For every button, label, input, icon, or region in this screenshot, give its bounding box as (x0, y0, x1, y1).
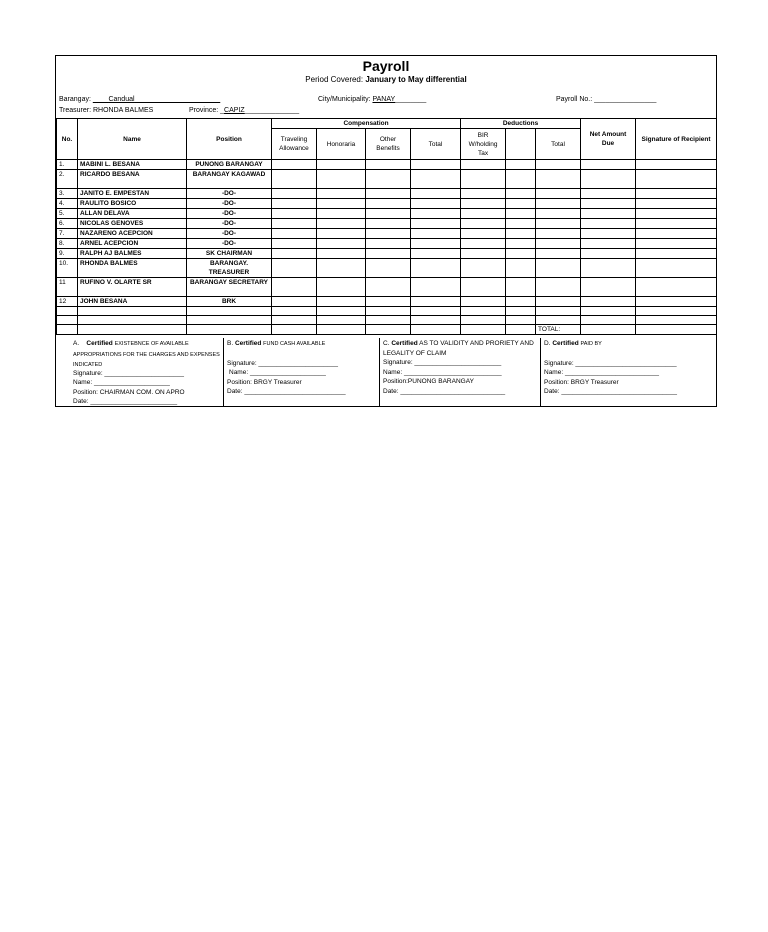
row-empty-cell (411, 307, 461, 316)
row-empty-cell (366, 278, 411, 297)
cert-c-position: Position:PUNONG BARANGAY (383, 378, 474, 385)
row-empty-cell (536, 278, 581, 297)
row-empty-cell (536, 249, 581, 259)
barangay-value: ____Candual______________________ (92, 96, 221, 103)
row-empty-cell (536, 209, 581, 219)
row-empty-cell (411, 239, 461, 249)
table-row (57, 249, 717, 259)
table-row (57, 259, 717, 278)
period-label: Period Covered: (305, 75, 364, 84)
row-empty-cell (317, 278, 366, 297)
row-position: -DO- (187, 209, 272, 219)
row-empty-cell (272, 325, 317, 335)
row-name: ARNEL ACEPCION (78, 239, 187, 249)
row-empty-cell (411, 209, 461, 219)
row-position: PUNONG BARANGAY (187, 160, 272, 170)
row-empty-cell (366, 219, 411, 229)
row-empty-cell (636, 199, 717, 209)
row-name: RICARDO BESANA (78, 170, 187, 189)
col-position: Position (187, 119, 272, 160)
row-empty-cell (636, 316, 717, 325)
row-position: SK CHAIRMAN (187, 249, 272, 259)
cert-a-date: Date: ________________________ (73, 398, 178, 405)
row-no: 1. (57, 160, 78, 170)
row-position: BARANGAY SECRETARY (187, 278, 272, 297)
row-empty-cell (366, 239, 411, 249)
cert-c: C. Certified AS TO VALIDITY AND PRORIETY AND LEGALITY OF CLAIM Signature: ________________________ Name: ___________________________ Position:PUNONG BARANGAY Date: _____________________________ (380, 338, 540, 407)
col-name: Name (78, 119, 187, 160)
row-name: NICOLAS GENOVES (78, 219, 187, 229)
row-empty-cell (506, 209, 536, 219)
row-empty-cell (57, 307, 78, 316)
row-position: BARANGAY KAGAWAD (187, 170, 272, 189)
row-position: -DO- (187, 189, 272, 199)
row-empty-cell (636, 297, 717, 307)
row-empty-cell (581, 160, 636, 170)
table-row (57, 189, 717, 199)
page-title: Payroll (362, 58, 410, 74)
row-empty-cell (536, 170, 581, 189)
row-empty-cell (636, 239, 717, 249)
table-row-blank (57, 307, 717, 316)
row-empty-cell (636, 170, 717, 189)
barangay-label: Barangay: (59, 96, 91, 103)
row-position: BARANGAY. TREASURER (187, 259, 272, 278)
cert-a: A. Certified EXISTEBNCE OF AVAILABLE APPROPRIATIONS FOR THE CHARGES AND EXPENSES INDICATED Signature: ______________________ Name: _____________________ Position: CHAIRMAN COM. ON APRO Date: ________________________ (58, 338, 223, 407)
row-empty-cell (272, 229, 317, 239)
row-empty-cell (506, 219, 536, 229)
row-empty-cell (317, 249, 366, 259)
table-row (57, 160, 717, 170)
row-empty-cell (272, 239, 317, 249)
row-empty-cell (506, 307, 536, 316)
row-empty-cell (272, 209, 317, 219)
row-empty-cell (461, 209, 506, 219)
row-empty-cell (506, 170, 536, 189)
row-empty-cell (636, 259, 717, 278)
row-empty-cell (536, 189, 581, 199)
row-no: 10. (57, 259, 78, 278)
row-empty-cell (366, 189, 411, 199)
row-position: -DO- (187, 229, 272, 239)
row-empty-cell (366, 209, 411, 219)
row-no: 12 (57, 297, 78, 307)
row-name: ALLAN DELAVA (78, 209, 187, 219)
row-empty-cell (366, 170, 411, 189)
row-empty-cell (636, 249, 717, 259)
row-empty-cell (506, 316, 536, 325)
row-empty-cell (461, 325, 506, 335)
row-empty-cell (187, 307, 272, 316)
treasurer-field (59, 107, 153, 114)
barangay-field (59, 96, 220, 103)
row-empty-cell (366, 160, 411, 170)
row-empty-cell (411, 199, 461, 209)
row-empty-cell (272, 297, 317, 307)
row-name: MABINI L. BESANA (78, 160, 187, 170)
row-empty-cell (317, 170, 366, 189)
row-empty-cell (636, 307, 717, 316)
row-empty-cell (581, 307, 636, 316)
row-no: 7. (57, 229, 78, 239)
row-position: -DO- (187, 219, 272, 229)
row-empty-cell (581, 316, 636, 325)
row-empty-cell (366, 316, 411, 325)
row-empty-cell (461, 239, 506, 249)
row-empty-cell (461, 259, 506, 278)
row-empty-cell (187, 325, 272, 335)
province-field (189, 107, 299, 114)
row-empty-cell (506, 297, 536, 307)
row-empty-cell (411, 170, 461, 189)
row-name: RUFINO V. OLARTE SR (78, 278, 187, 297)
period-covered (56, 75, 716, 84)
row-empty-cell (581, 199, 636, 209)
table-row (57, 170, 717, 189)
row-empty-cell (78, 307, 187, 316)
row-empty-cell (366, 249, 411, 259)
row-empty-cell (636, 209, 717, 219)
row-empty-cell (581, 219, 636, 229)
row-name: NAZARENO ACEPCION (78, 229, 187, 239)
row-empty-cell (536, 316, 581, 325)
row-empty-cell (317, 199, 366, 209)
period-value: January to May differential (365, 75, 467, 84)
payroll-table (56, 118, 717, 335)
row-empty-cell (581, 239, 636, 249)
row-empty-cell (461, 219, 506, 229)
row-empty-cell (187, 316, 272, 325)
row-no: 3. (57, 189, 78, 199)
row-empty-cell (581, 170, 636, 189)
row-name: RHONDA BALMES (78, 259, 187, 278)
row-empty-cell (272, 160, 317, 170)
row-no: 6. (57, 219, 78, 229)
row-empty-cell (57, 325, 78, 335)
total-label: TOTAL: (536, 325, 581, 335)
cert-c-name: Name: ___________________________ (383, 368, 502, 376)
row-empty-cell (506, 259, 536, 278)
row-empty-cell (272, 170, 317, 189)
row-empty-cell (536, 219, 581, 229)
row-empty-cell (536, 160, 581, 170)
cert-a-position: Position: CHAIRMAN COM. ON APRO (73, 388, 185, 396)
row-empty-cell (411, 229, 461, 239)
row-empty-cell (461, 249, 506, 259)
row-position: BRK (187, 297, 272, 307)
row-empty-cell (317, 160, 366, 170)
row-empty-cell (366, 229, 411, 239)
table-row (57, 297, 717, 307)
row-empty-cell (581, 189, 636, 199)
row-empty-cell (506, 278, 536, 297)
col-deductions: Deductions (461, 119, 581, 129)
cert-d: D. Certified PAID BY Signature: ____________________________ Name: __________________________ Position: BRGY Treasurer Date: ________________________________ (541, 338, 716, 407)
cert-d-position: Position: BRGY Treasurer (544, 378, 619, 386)
row-empty-cell (636, 189, 717, 199)
row-empty-cell (57, 316, 78, 325)
row-no: 11 (57, 278, 78, 297)
row-name: JANITO E. EMPESTAN (78, 189, 187, 199)
row-empty-cell (366, 307, 411, 316)
row-empty-cell (317, 219, 366, 229)
col-ded-blank (506, 129, 536, 160)
table-row-total (57, 325, 717, 335)
row-empty-cell (581, 325, 636, 335)
col-no: No. (57, 119, 78, 160)
cert-a-name: Name: _____________________ (73, 379, 170, 386)
row-empty-cell (506, 199, 536, 209)
row-empty-cell (581, 209, 636, 219)
city-value: PANAY________ (372, 96, 427, 103)
row-empty-cell (506, 189, 536, 199)
row-empty-cell (411, 297, 461, 307)
row-empty-cell (536, 259, 581, 278)
col-comp-total: Total (411, 129, 461, 160)
row-empty-cell (366, 325, 411, 335)
treasurer-value: RHONDA BALMES (92, 107, 154, 114)
row-no: 8. (57, 239, 78, 249)
table-row (57, 239, 717, 249)
row-empty-cell (317, 307, 366, 316)
row-empty-cell (636, 160, 717, 170)
city-field (318, 96, 426, 103)
row-empty-cell (581, 278, 636, 297)
province-value: _CAPIZ______________ (220, 107, 300, 114)
row-name: RALPH AJ BALMES (78, 249, 187, 259)
payroll-no-label: Payroll No.: (556, 96, 593, 103)
row-empty-cell (581, 259, 636, 278)
row-empty-cell (461, 189, 506, 199)
row-empty-cell (317, 259, 366, 278)
row-empty-cell (461, 297, 506, 307)
table-row (57, 278, 717, 297)
row-empty-cell (506, 239, 536, 249)
row-empty-cell (506, 325, 536, 335)
cert-a-signature: Signature: ______________________ (73, 369, 184, 377)
row-empty-cell (461, 278, 506, 297)
row-no: 4. (57, 199, 78, 209)
row-empty-cell (636, 278, 717, 297)
row-empty-cell (411, 259, 461, 278)
city-label: City/Municipality: (318, 96, 371, 103)
row-empty-cell (461, 307, 506, 316)
row-empty-cell (536, 239, 581, 249)
row-position: -DO- (187, 199, 272, 209)
col-signature: Signature of Recipient (636, 119, 717, 160)
cert-d-name: Name: __________________________ (544, 369, 659, 376)
row-empty-cell (272, 259, 317, 278)
cert-b-name: Name: _____________________ (229, 369, 326, 376)
cert-b-signature: Signature: ______________________ (227, 359, 338, 367)
row-empty-cell (411, 189, 461, 199)
row-empty-cell (506, 249, 536, 259)
row-empty-cell (272, 189, 317, 199)
row-empty-cell (317, 297, 366, 307)
table-row (57, 229, 717, 239)
row-empty-cell (411, 278, 461, 297)
row-empty-cell (461, 229, 506, 239)
row-empty-cell (272, 249, 317, 259)
row-empty-cell (272, 307, 317, 316)
province-label: Province: (189, 107, 219, 114)
row-empty-cell (272, 316, 317, 325)
row-empty-cell (536, 199, 581, 209)
col-ded-total: Total (536, 129, 581, 160)
cert-c-date: Date: _____________________________ (383, 387, 506, 395)
row-empty-cell (461, 170, 506, 189)
row-position: -DO- (187, 239, 272, 249)
row-empty-cell (272, 278, 317, 297)
row-empty-cell (411, 160, 461, 170)
row-empty-cell (581, 297, 636, 307)
row-empty-cell (536, 297, 581, 307)
row-empty-cell (272, 219, 317, 229)
cert-b: B. Certified FUND CASH AVAILABLE Signature: ______________________ Name: _____________________ Position: BRGY Treasurer Date: ____________________________ (224, 338, 379, 407)
row-empty-cell (78, 316, 187, 325)
cert-b-position: Position: BRGY Treasurer (227, 378, 302, 386)
row-empty-cell (317, 229, 366, 239)
row-empty-cell (506, 229, 536, 239)
row-empty-cell (317, 239, 366, 249)
row-empty-cell (317, 189, 366, 199)
col-net-amount: Net Amount Due (581, 119, 636, 160)
col-traveling: Traveling Allowance (272, 129, 317, 160)
row-empty-cell (536, 229, 581, 239)
row-empty-cell (411, 219, 461, 229)
row-empty-cell (366, 199, 411, 209)
row-empty-cell (411, 249, 461, 259)
treasurer-label: Treasurer: (59, 107, 92, 114)
row-empty-cell (461, 160, 506, 170)
row-empty-cell (317, 209, 366, 219)
cert-d-signature: Signature: ____________________________ (544, 359, 677, 367)
col-other-benefits: Other Benefits (366, 129, 411, 160)
cert-b-date: Date: ____________________________ (227, 388, 346, 395)
row-empty-cell (317, 325, 366, 335)
row-empty-cell (272, 199, 317, 209)
row-empty-cell (461, 316, 506, 325)
row-empty-cell (636, 325, 717, 335)
row-no: 9. (57, 249, 78, 259)
row-empty-cell (506, 160, 536, 170)
table-row-blank (57, 316, 717, 325)
row-empty-cell (636, 229, 717, 239)
payroll-sheet (55, 55, 717, 407)
row-empty-cell (411, 325, 461, 335)
col-compensation: Compensation (272, 119, 461, 129)
table-row (57, 219, 717, 229)
row-name: JOHN BESANA (78, 297, 187, 307)
row-empty-cell (581, 229, 636, 239)
row-empty-cell (366, 259, 411, 278)
cert-c-signature: Signature: ________________________ (383, 359, 502, 366)
col-bir: BIR W/holding Tax (461, 129, 506, 160)
table-row (57, 199, 717, 209)
row-empty-cell (536, 307, 581, 316)
row-empty-cell (366, 297, 411, 307)
row-empty-cell (317, 316, 366, 325)
row-empty-cell (636, 219, 717, 229)
col-honoraria: Honoraria (317, 129, 366, 160)
row-empty-cell (581, 249, 636, 259)
row-no: 5. (57, 209, 78, 219)
row-empty-cell (411, 316, 461, 325)
row-empty-cell (78, 325, 187, 335)
cert-d-date: Date: ________________________________ (544, 388, 678, 395)
row-no: 2. (57, 170, 78, 189)
row-name: RAULITO BOSICO (78, 199, 187, 209)
payroll-no-field: Payroll No.: ________________ (556, 96, 657, 103)
row-empty-cell (461, 199, 506, 209)
table-row (57, 209, 717, 219)
